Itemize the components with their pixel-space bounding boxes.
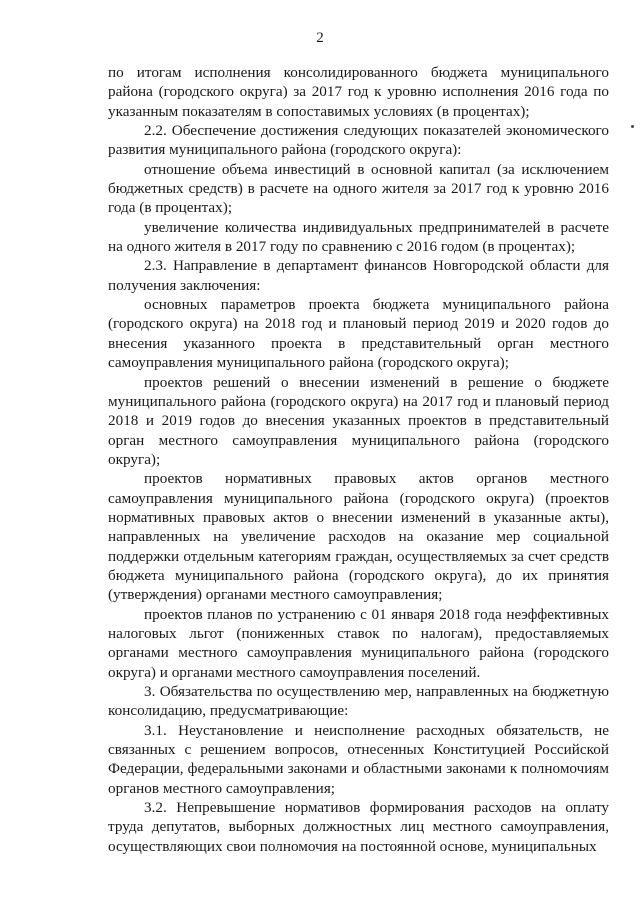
paragraph-2-3: 2.3. Направление в департамент финансов Новгородской области для получения заключения: xyxy=(108,257,609,294)
paragraph-2-2: 2.2. Обеспечение достижения следующих показателей экономического развития муниципального района (городского округа): xyxy=(108,122,609,159)
document-body xyxy=(108,63,609,856)
paragraph-3-1: 3.1. Неустановление и неисполнение расходных обязательств, не связанных с решением вопросов, отнесенных Конституцией Российской Федерации, федеральными законами и областными законами к полномочиям органов местного самоуправления; xyxy=(108,721,609,797)
page-number: 2 xyxy=(316,30,324,46)
paragraph-regulatory-acts: проектов нормативных правовых актов органов местного самоуправления муниципального района (городского округа) (проектов нормативных правовых актов о внесении изменений в указанные акты), направленных на увеличение расходов на оказание мер социальной поддержки отдельным категориям граждан, осуществляемых за счет средств бюджета муниципального района (городского округа), до их принятия (утверждения) органами местного самоуправления; xyxy=(108,470,609,604)
paragraph-budget-amendments: проектов решений о внесении изменений в решение о бюджете муниципального района (городского округа) на 2017 год и плановый период 2018 и 2019 годов до внесения указанных проектов в представительный орган местного самоуправления муниципального района (городского округа); xyxy=(108,373,609,468)
scan-artifact-dot xyxy=(631,125,634,128)
paragraph-3-2: 3.2. Непревышение нормативов формирования расходов на оплату труда депутатов, выборных должностных лиц местного самоуправления, осуществляющих свои полномочия на постоянной основе, муниципальных xyxy=(108,799,609,855)
paragraph-investment-ratio: отношение объема инвестиций в основной капитал (за исключением бюджетных средств) в расчете на одного жителя за 2017 год к уровню 2016 года (в процентах); xyxy=(108,160,609,217)
paragraph-continuation: по итогам исполнения консолидированного бюджета муниципального района (городского округа) за 2017 год к уровню исполнения 2016 года по указанным показателям в сопоставимых условиях (в процентах); xyxy=(108,64,609,120)
paragraph-entrepreneurs: увеличение количества индивидуальных предпринимателей в расчете на одного жителя в 2017 году по сравнению с 2016 годом (в процентах); xyxy=(108,218,609,256)
paragraph-3: 3. Обязательства по осуществлению мер, направленных на бюджетную консолидацию, предусматривающие: xyxy=(108,683,609,720)
paragraph-tax-benefits: проектов планов по устранению с 01 января 2018 года неэффективных налоговых льгот (пониженных ставок по налогам), предоставляемых органами местного самоуправления муниципального района (городского округа) и органами местного самоуправления поселений. xyxy=(108,605,609,681)
paragraph-budget-parameters: основных параметров проекта бюджета муниципального района (городского округа) на 2018 год и плановый период 2019 и 2020 годов до внесения указанного проекта в представительный орган местного самоуправления муниципального района (городского округа); xyxy=(108,296,609,372)
